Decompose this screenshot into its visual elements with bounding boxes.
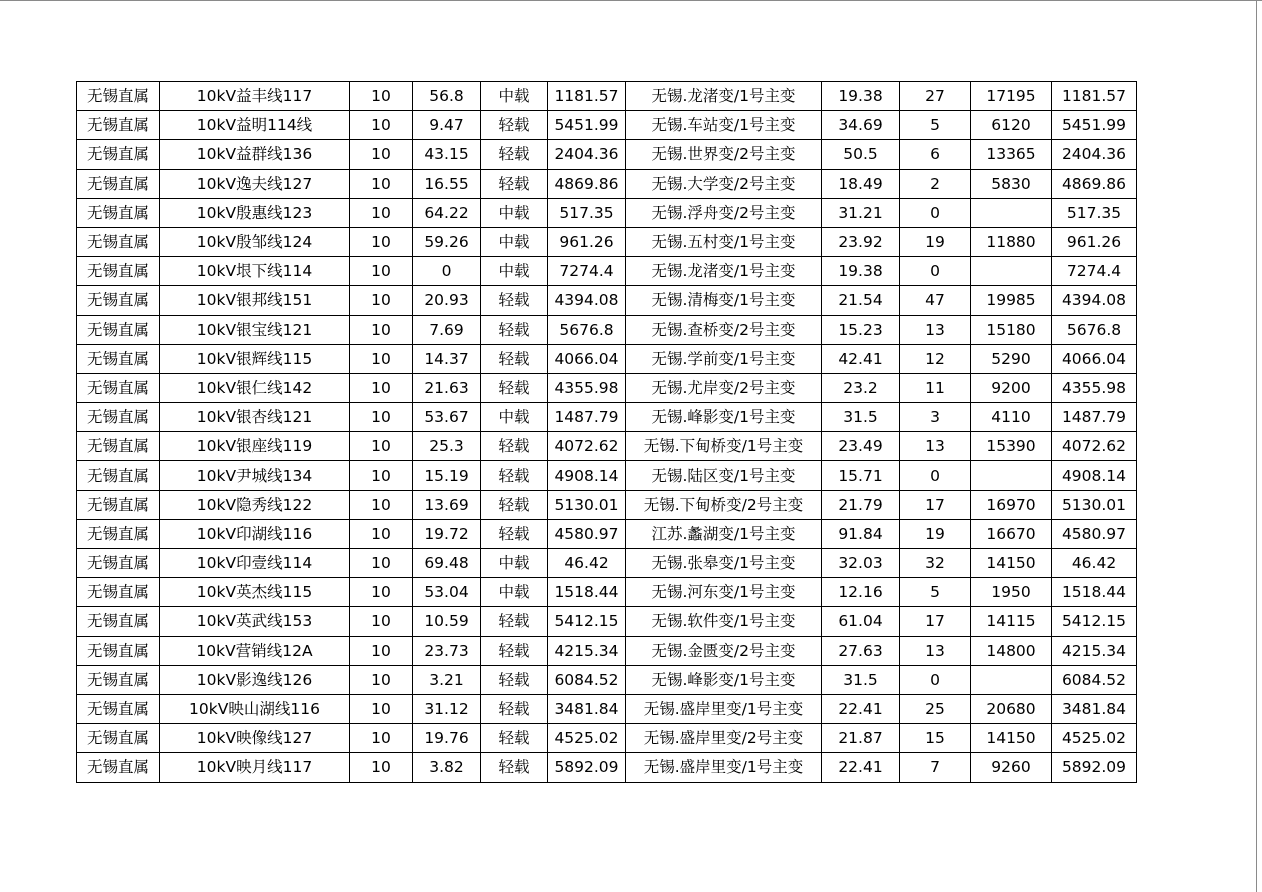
table-row	[77, 490, 1137, 519]
table-row	[77, 169, 1137, 198]
table-row	[77, 111, 1137, 140]
load-rate-cell: 23.73	[413, 636, 481, 665]
company-cell: 无锡直属	[77, 373, 160, 402]
substation-transformer-cell: 无锡.龙渚变/1号主变	[626, 257, 822, 286]
remaining-capacity-cell: 1518.44	[1052, 578, 1137, 607]
remaining-capacity-cell: 4869.86	[1052, 169, 1137, 198]
available-capacity-cell: 4355.98	[548, 373, 626, 402]
voltage-cell: 10	[350, 315, 413, 344]
company-cell: 无锡直属	[77, 403, 160, 432]
substation-transformer-cell: 无锡.大学变/2号主变	[626, 169, 822, 198]
company-cell: 无锡直属	[77, 286, 160, 315]
available-capacity-cell: 1487.79	[548, 403, 626, 432]
load-rate-cell: 16.55	[413, 169, 481, 198]
substation-transformer-cell: 无锡.盛岸里变/1号主变	[626, 753, 822, 782]
page-right-edge	[1256, 0, 1257, 892]
capacity-cell	[971, 257, 1052, 286]
line-name-cell: 10kV殷惠线123	[160, 198, 350, 227]
substation-transformer-cell: 无锡.盛岸里变/1号主变	[626, 694, 822, 723]
company-cell: 无锡直属	[77, 607, 160, 636]
load-rate-cell: 19.76	[413, 724, 481, 753]
load-rate-cell: 53.67	[413, 403, 481, 432]
voltage-cell: 10	[350, 549, 413, 578]
remaining-capacity-cell: 1487.79	[1052, 403, 1137, 432]
company-cell: 无锡直属	[77, 344, 160, 373]
load-rate-cell: 59.26	[413, 227, 481, 256]
voltage-cell: 10	[350, 461, 413, 490]
load-rate-cell: 31.12	[413, 694, 481, 723]
load-level-cell: 中载	[481, 257, 548, 286]
load-rate-cell: 25.3	[413, 432, 481, 461]
available-capacity-cell: 4525.02	[548, 724, 626, 753]
transformer-load-rate-cell: 19.38	[822, 82, 900, 111]
available-capacity-cell: 517.35	[548, 198, 626, 227]
remaining-capacity-cell: 5451.99	[1052, 111, 1137, 140]
company-cell: 无锡直属	[77, 636, 160, 665]
capacity-cell: 9260	[971, 753, 1052, 782]
remaining-capacity-cell: 961.26	[1052, 227, 1137, 256]
available-capacity-cell: 46.42	[548, 549, 626, 578]
feeder-load-table	[76, 81, 1137, 783]
transformer-load-rate-cell: 21.54	[822, 286, 900, 315]
substation-transformer-cell: 无锡.峰影变/1号主变	[626, 665, 822, 694]
line-name-cell: 10kV营销线12A	[160, 636, 350, 665]
count-cell: 25	[900, 694, 971, 723]
capacity-cell: 15180	[971, 315, 1052, 344]
count-cell: 17	[900, 607, 971, 636]
voltage-cell: 10	[350, 140, 413, 169]
load-rate-cell: 20.93	[413, 286, 481, 315]
load-level-cell: 轻载	[481, 490, 548, 519]
capacity-cell: 9200	[971, 373, 1052, 402]
count-cell: 13	[900, 636, 971, 665]
load-rate-cell: 3.82	[413, 753, 481, 782]
capacity-cell: 14150	[971, 549, 1052, 578]
line-name-cell: 10kV尹城线134	[160, 461, 350, 490]
line-name-cell: 10kV益群线136	[160, 140, 350, 169]
capacity-cell: 14115	[971, 607, 1052, 636]
count-cell: 12	[900, 344, 971, 373]
count-cell: 15	[900, 724, 971, 753]
company-cell: 无锡直属	[77, 432, 160, 461]
count-cell: 17	[900, 490, 971, 519]
available-capacity-cell: 4215.34	[548, 636, 626, 665]
available-capacity-cell: 3481.84	[548, 694, 626, 723]
line-name-cell: 10kV益丰线117	[160, 82, 350, 111]
load-rate-cell: 9.47	[413, 111, 481, 140]
remaining-capacity-cell: 3481.84	[1052, 694, 1137, 723]
count-cell: 27	[900, 82, 971, 111]
load-rate-cell: 0	[413, 257, 481, 286]
line-name-cell: 10kV影逸线126	[160, 665, 350, 694]
remaining-capacity-cell: 4908.14	[1052, 461, 1137, 490]
available-capacity-cell: 1518.44	[548, 578, 626, 607]
available-capacity-cell: 4066.04	[548, 344, 626, 373]
count-cell: 47	[900, 286, 971, 315]
load-level-cell: 轻载	[481, 461, 548, 490]
count-cell: 13	[900, 315, 971, 344]
transformer-load-rate-cell: 21.87	[822, 724, 900, 753]
voltage-cell: 10	[350, 432, 413, 461]
substation-transformer-cell: 无锡.河东变/1号主变	[626, 578, 822, 607]
remaining-capacity-cell: 4215.34	[1052, 636, 1137, 665]
voltage-cell: 10	[350, 578, 413, 607]
voltage-cell: 10	[350, 519, 413, 548]
count-cell: 32	[900, 549, 971, 578]
available-capacity-cell: 4869.86	[548, 169, 626, 198]
capacity-cell: 16670	[971, 519, 1052, 548]
count-cell: 0	[900, 461, 971, 490]
remaining-capacity-cell: 7274.4	[1052, 257, 1137, 286]
capacity-cell: 14150	[971, 724, 1052, 753]
available-capacity-cell: 961.26	[548, 227, 626, 256]
line-name-cell: 10kV银宝线121	[160, 315, 350, 344]
table-row	[77, 461, 1137, 490]
line-name-cell: 10kV银仁线142	[160, 373, 350, 402]
transformer-load-rate-cell: 42.41	[822, 344, 900, 373]
capacity-cell: 1950	[971, 578, 1052, 607]
transformer-load-rate-cell: 61.04	[822, 607, 900, 636]
capacity-cell: 11880	[971, 227, 1052, 256]
table-row	[77, 432, 1137, 461]
table-row	[77, 549, 1137, 578]
load-level-cell: 轻载	[481, 724, 548, 753]
count-cell: 2	[900, 169, 971, 198]
voltage-cell: 10	[350, 286, 413, 315]
remaining-capacity-cell: 1181.57	[1052, 82, 1137, 111]
company-cell: 无锡直属	[77, 82, 160, 111]
load-level-cell: 轻载	[481, 519, 548, 548]
company-cell: 无锡直属	[77, 519, 160, 548]
remaining-capacity-cell: 5676.8	[1052, 315, 1137, 344]
remaining-capacity-cell: 2404.36	[1052, 140, 1137, 169]
substation-transformer-cell: 无锡.查桥变/2号主变	[626, 315, 822, 344]
transformer-load-rate-cell: 15.71	[822, 461, 900, 490]
capacity-cell	[971, 665, 1052, 694]
company-cell: 无锡直属	[77, 461, 160, 490]
capacity-cell: 15390	[971, 432, 1052, 461]
load-rate-cell: 43.15	[413, 140, 481, 169]
capacity-cell: 4110	[971, 403, 1052, 432]
substation-transformer-cell: 无锡.下甸桥变/1号主变	[626, 432, 822, 461]
table-row	[77, 403, 1137, 432]
load-level-cell: 轻载	[481, 344, 548, 373]
load-level-cell: 轻载	[481, 169, 548, 198]
load-level-cell: 轻载	[481, 432, 548, 461]
load-level-cell: 中载	[481, 227, 548, 256]
company-cell: 无锡直属	[77, 549, 160, 578]
load-level-cell: 中载	[481, 403, 548, 432]
available-capacity-cell: 5892.09	[548, 753, 626, 782]
remaining-capacity-cell: 4072.62	[1052, 432, 1137, 461]
table-row	[77, 694, 1137, 723]
load-rate-cell: 7.69	[413, 315, 481, 344]
table-row	[77, 607, 1137, 636]
substation-transformer-cell: 无锡.浮舟变/2号主变	[626, 198, 822, 227]
voltage-cell: 10	[350, 636, 413, 665]
count-cell: 7	[900, 753, 971, 782]
voltage-cell: 10	[350, 753, 413, 782]
transformer-load-rate-cell: 23.2	[822, 373, 900, 402]
table-row	[77, 636, 1137, 665]
substation-transformer-cell: 无锡.盛岸里变/2号主变	[626, 724, 822, 753]
transformer-load-rate-cell: 31.5	[822, 665, 900, 694]
remaining-capacity-cell: 4394.08	[1052, 286, 1137, 315]
company-cell: 无锡直属	[77, 111, 160, 140]
load-rate-cell: 3.21	[413, 665, 481, 694]
table-row	[77, 519, 1137, 548]
available-capacity-cell: 5451.99	[548, 111, 626, 140]
substation-transformer-cell: 无锡.尤岸变/2号主变	[626, 373, 822, 402]
available-capacity-cell: 1181.57	[548, 82, 626, 111]
line-name-cell: 10kV印湖线116	[160, 519, 350, 548]
substation-transformer-cell: 无锡.五村变/1号主变	[626, 227, 822, 256]
table-body	[77, 82, 1137, 783]
voltage-cell: 10	[350, 82, 413, 111]
substation-transformer-cell: 无锡.张皋变/1号主变	[626, 549, 822, 578]
transformer-load-rate-cell: 12.16	[822, 578, 900, 607]
capacity-cell	[971, 198, 1052, 227]
load-level-cell: 轻载	[481, 315, 548, 344]
capacity-cell	[971, 461, 1052, 490]
load-level-cell: 轻载	[481, 636, 548, 665]
voltage-cell: 10	[350, 665, 413, 694]
table-row	[77, 578, 1137, 607]
available-capacity-cell: 5412.15	[548, 607, 626, 636]
remaining-capacity-cell: 4580.97	[1052, 519, 1137, 548]
count-cell: 5	[900, 111, 971, 140]
table-row	[77, 373, 1137, 402]
table-row	[77, 665, 1137, 694]
company-cell: 无锡直属	[77, 753, 160, 782]
company-cell: 无锡直属	[77, 724, 160, 753]
page-top-edge	[0, 0, 1262, 1]
load-rate-cell: 53.04	[413, 578, 481, 607]
count-cell: 6	[900, 140, 971, 169]
available-capacity-cell: 4908.14	[548, 461, 626, 490]
load-level-cell: 轻载	[481, 373, 548, 402]
transformer-load-rate-cell: 19.38	[822, 257, 900, 286]
line-name-cell: 10kV隐秀线122	[160, 490, 350, 519]
remaining-capacity-cell: 5412.15	[1052, 607, 1137, 636]
table-row	[77, 82, 1137, 111]
voltage-cell: 10	[350, 694, 413, 723]
available-capacity-cell: 4394.08	[548, 286, 626, 315]
transformer-load-rate-cell: 18.49	[822, 169, 900, 198]
available-capacity-cell: 5130.01	[548, 490, 626, 519]
remaining-capacity-cell: 6084.52	[1052, 665, 1137, 694]
voltage-cell: 10	[350, 111, 413, 140]
load-rate-cell: 19.72	[413, 519, 481, 548]
line-name-cell: 10kV英武线153	[160, 607, 350, 636]
load-level-cell: 轻载	[481, 286, 548, 315]
line-name-cell: 10kV逸夫线127	[160, 169, 350, 198]
line-name-cell: 10kV印壹线114	[160, 549, 350, 578]
capacity-cell: 19985	[971, 286, 1052, 315]
company-cell: 无锡直属	[77, 257, 160, 286]
voltage-cell: 10	[350, 490, 413, 519]
voltage-cell: 10	[350, 724, 413, 753]
transformer-load-rate-cell: 15.23	[822, 315, 900, 344]
count-cell: 0	[900, 257, 971, 286]
line-name-cell: 10kV殷邹线124	[160, 227, 350, 256]
company-cell: 无锡直属	[77, 227, 160, 256]
company-cell: 无锡直属	[77, 140, 160, 169]
company-cell: 无锡直属	[77, 169, 160, 198]
load-rate-cell: 14.37	[413, 344, 481, 373]
substation-transformer-cell: 无锡.清梅变/1号主变	[626, 286, 822, 315]
table-row	[77, 227, 1137, 256]
table-row	[77, 257, 1137, 286]
available-capacity-cell: 7274.4	[548, 257, 626, 286]
line-name-cell: 10kV银杏线121	[160, 403, 350, 432]
capacity-cell: 14800	[971, 636, 1052, 665]
load-rate-cell: 69.48	[413, 549, 481, 578]
count-cell: 5	[900, 578, 971, 607]
voltage-cell: 10	[350, 257, 413, 286]
company-cell: 无锡直属	[77, 490, 160, 519]
load-level-cell: 轻载	[481, 753, 548, 782]
remaining-capacity-cell: 5892.09	[1052, 753, 1137, 782]
remaining-capacity-cell: 517.35	[1052, 198, 1137, 227]
company-cell: 无锡直属	[77, 694, 160, 723]
company-cell: 无锡直属	[77, 578, 160, 607]
available-capacity-cell: 6084.52	[548, 665, 626, 694]
voltage-cell: 10	[350, 403, 413, 432]
remaining-capacity-cell: 4355.98	[1052, 373, 1137, 402]
capacity-cell: 6120	[971, 111, 1052, 140]
transformer-load-rate-cell: 91.84	[822, 519, 900, 548]
transformer-load-rate-cell: 31.5	[822, 403, 900, 432]
line-name-cell: 10kV映山湖线116	[160, 694, 350, 723]
load-level-cell: 轻载	[481, 140, 548, 169]
line-name-cell: 10kV银邦线151	[160, 286, 350, 315]
substation-transformer-cell: 无锡.下甸桥变/2号主变	[626, 490, 822, 519]
substation-transformer-cell: 无锡.龙渚变/1号主变	[626, 82, 822, 111]
load-level-cell: 中载	[481, 198, 548, 227]
load-level-cell: 轻载	[481, 694, 548, 723]
available-capacity-cell: 2404.36	[548, 140, 626, 169]
substation-transformer-cell: 无锡.世界变/2号主变	[626, 140, 822, 169]
line-name-cell: 10kV英杰线115	[160, 578, 350, 607]
substation-transformer-cell: 无锡.陆区变/1号主变	[626, 461, 822, 490]
company-cell: 无锡直属	[77, 198, 160, 227]
line-name-cell: 10kV益明114线	[160, 111, 350, 140]
remaining-capacity-cell: 4066.04	[1052, 344, 1137, 373]
load-level-cell: 轻载	[481, 111, 548, 140]
remaining-capacity-cell: 4525.02	[1052, 724, 1137, 753]
line-name-cell: 10kV垠下线114	[160, 257, 350, 286]
table-row	[77, 724, 1137, 753]
available-capacity-cell: 4072.62	[548, 432, 626, 461]
available-capacity-cell: 4580.97	[548, 519, 626, 548]
transformer-load-rate-cell: 22.41	[822, 694, 900, 723]
load-level-cell: 中载	[481, 578, 548, 607]
transformer-load-rate-cell: 23.49	[822, 432, 900, 461]
remaining-capacity-cell: 5130.01	[1052, 490, 1137, 519]
table-row	[77, 315, 1137, 344]
table-row	[77, 286, 1137, 315]
substation-transformer-cell: 无锡.金匮变/2号主变	[626, 636, 822, 665]
table-row	[77, 140, 1137, 169]
count-cell: 3	[900, 403, 971, 432]
count-cell: 19	[900, 519, 971, 548]
capacity-cell: 5830	[971, 169, 1052, 198]
count-cell: 0	[900, 198, 971, 227]
transformer-load-rate-cell: 27.63	[822, 636, 900, 665]
load-level-cell: 中载	[481, 549, 548, 578]
load-rate-cell: 15.19	[413, 461, 481, 490]
load-rate-cell: 13.69	[413, 490, 481, 519]
substation-transformer-cell: 无锡.车站变/1号主变	[626, 111, 822, 140]
transformer-load-rate-cell: 22.41	[822, 753, 900, 782]
load-level-cell: 中载	[481, 82, 548, 111]
capacity-cell: 13365	[971, 140, 1052, 169]
table-row	[77, 344, 1137, 373]
load-level-cell: 轻载	[481, 607, 548, 636]
company-cell: 无锡直属	[77, 315, 160, 344]
remaining-capacity-cell: 46.42	[1052, 549, 1137, 578]
voltage-cell: 10	[350, 607, 413, 636]
load-rate-cell: 64.22	[413, 198, 481, 227]
voltage-cell: 10	[350, 344, 413, 373]
transformer-load-rate-cell: 23.92	[822, 227, 900, 256]
table-row	[77, 198, 1137, 227]
count-cell: 13	[900, 432, 971, 461]
capacity-cell: 16970	[971, 490, 1052, 519]
count-cell: 0	[900, 665, 971, 694]
capacity-cell: 20680	[971, 694, 1052, 723]
transformer-load-rate-cell: 50.5	[822, 140, 900, 169]
voltage-cell: 10	[350, 227, 413, 256]
substation-transformer-cell: 无锡.峰影变/1号主变	[626, 403, 822, 432]
line-name-cell: 10kV银辉线115	[160, 344, 350, 373]
voltage-cell: 10	[350, 373, 413, 402]
capacity-cell: 5290	[971, 344, 1052, 373]
load-rate-cell: 21.63	[413, 373, 481, 402]
load-rate-cell: 56.8	[413, 82, 481, 111]
voltage-cell: 10	[350, 198, 413, 227]
load-rate-cell: 10.59	[413, 607, 481, 636]
line-name-cell: 10kV银座线119	[160, 432, 350, 461]
available-capacity-cell: 5676.8	[548, 315, 626, 344]
voltage-cell: 10	[350, 169, 413, 198]
load-level-cell: 轻载	[481, 665, 548, 694]
count-cell: 11	[900, 373, 971, 402]
substation-transformer-cell: 江苏.蠡湖变/1号主变	[626, 519, 822, 548]
transformer-load-rate-cell: 34.69	[822, 111, 900, 140]
line-name-cell: 10kV映像线127	[160, 724, 350, 753]
company-cell: 无锡直属	[77, 665, 160, 694]
substation-transformer-cell: 无锡.学前变/1号主变	[626, 344, 822, 373]
count-cell: 19	[900, 227, 971, 256]
substation-transformer-cell: 无锡.软件变/1号主变	[626, 607, 822, 636]
transformer-load-rate-cell: 32.03	[822, 549, 900, 578]
capacity-cell: 17195	[971, 82, 1052, 111]
table-row	[77, 753, 1137, 782]
line-name-cell: 10kV映月线117	[160, 753, 350, 782]
transformer-load-rate-cell: 31.21	[822, 198, 900, 227]
transformer-load-rate-cell: 21.79	[822, 490, 900, 519]
